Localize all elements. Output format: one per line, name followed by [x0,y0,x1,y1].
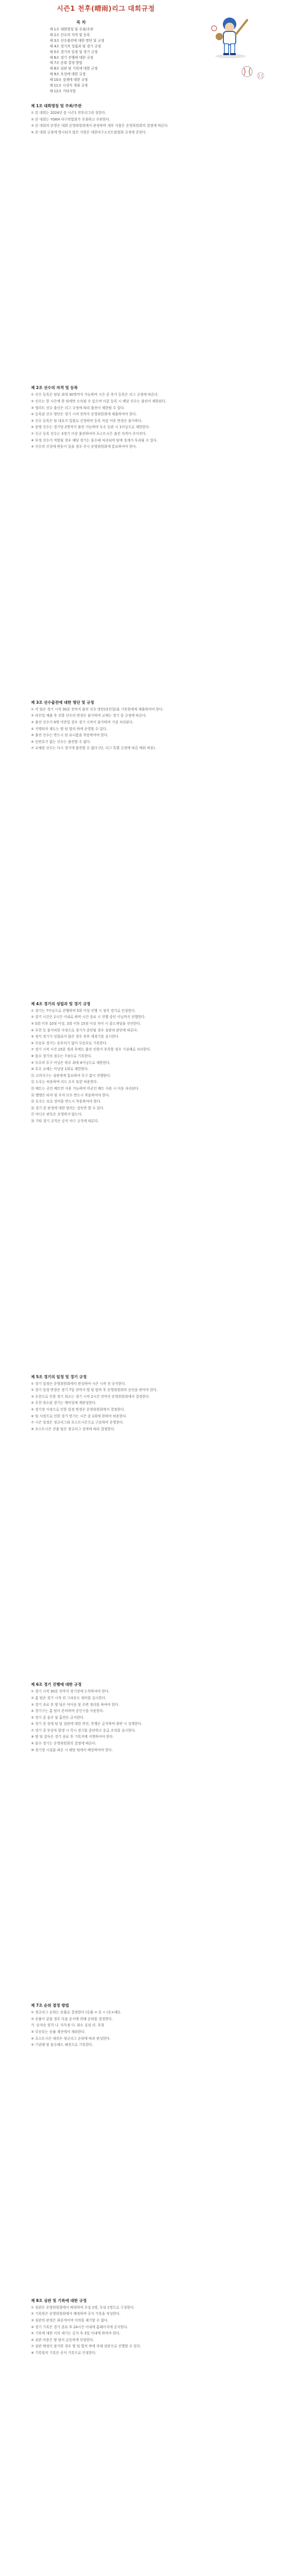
regulation-line: ⑱ 기타 경기 규칙은 공식 야구 규칙에 따른다. [31,1118,99,1123]
regulation-line: ⑤ 출전 선수는 반드시 팀 유니폼을 착용하여야 한다. [31,733,109,738]
regulation-line: ① 각 팀은 경기 시작 30분 전까지 출전 선수 명단(라인업)을 기록원에게 제출하여야 한다. [31,707,164,711]
baseball-player-illustration [204,13,253,59]
regulation-line: ⑦ 시즌 일정은 정규리그와 포스트시즌으로 구분하여 운영한다. [31,1420,124,1425]
title-prefix: 시즌1 [57,5,75,13]
regulation-line: ① 선수 등록은 팀당 최대 30명까지 가능하며 시즌 중 추가 등록은 리그 규정에 따른다. [31,393,159,397]
regulation-line: ⑧ 기록원의 기록은 공식 기록으로 인정한다. [31,2350,96,2355]
regulation-section [31,385,261,449]
regulation-section [31,700,261,751]
regulation-line: ① 경기 시작 30분 전까지 경기장에 도착하여야 한다. [31,1689,110,1694]
toc-item: 제 1조 대회명칭 및 주최/주관 [50,27,93,31]
regulation-line: ② 선수는 한 시즌에 한 팀에만 소속될 수 있으며 이중 등록 시 해당 선수는 출전이 제한된다. [31,399,167,403]
regulation-line: ④ 지명타자 제도는 양 팀 합의 하에 운영할 수 있다. [31,726,107,731]
section-heading: 제 2조 선수의 자격 및 등록 [31,385,78,391]
regulation-section [31,103,261,135]
regulation-line: ② 본 대회는 YGKH 야구연합회가 주최하고 주관한다. [31,117,110,122]
regulation-line: ① 본 대회는 2024년 봄 시즌1 천후리그라 칭한다. [31,111,106,115]
regulation-line: ③ 경기 종료 후 양 팀은 덕아웃 및 주변 정리를 하여야 한다. [31,1702,120,1707]
regulation-line: ⑤ 기권패 및 몰수패도 패전으로 기록한다. [31,2043,93,2047]
toc-item: 제 2조 선수의 자격 및 등록 [50,32,90,37]
regulation-line: ⑧ 몰수 경기의 점수는 7:0으로 기록한다. [31,1054,92,1059]
regulation-line: ④ 경기구는 홈 팀이 준비하며 공인구를 사용한다. [31,1709,104,1714]
regulation-line: ⑩ 경기장 시설물 파손 시 해당 팀에서 배상하여야 한다. [31,1748,113,1752]
regulation-line: ⑪ 고의사구는 심판에게 통보하여 투구 없이 진행한다. [31,1073,111,1078]
regulation-line: ⑰ 비디오 판독은 운영하지 않는다. [31,1112,83,1117]
regulation-line: ⑫ 도루는 허용하며 리드 오프 또한 허용한다. [31,1080,98,1084]
regulation-section [31,1682,261,1753]
toc-item: 제 11조 시상식 개최 규정 [50,83,88,88]
regulation-section [31,1374,261,1432]
toc-item: 제 8조 심판 및 기록에 대한 규정 [50,66,98,71]
regulation-line: ② 승률이 같을 경우 다음 순서에 의해 순위를 결정한다. [31,2016,113,2021]
regulation-line: ⑥ 등번호가 없는 선수는 출전할 수 없다. [31,739,91,744]
baseball-icon [241,66,253,77]
section-heading: 제 4조 경기의 성립과 및 경기 규정 [31,1001,91,1006]
toc-item: 제 12조 기타사항 [50,89,76,93]
regulation-line: ⑨ 선수의 신상에 변동이 있을 경우 즉시 운영위원회에 통보하여야 한다. [31,445,137,449]
regulation-line: ④ 포스트시즌 대진은 정규리그 순위에 따라 편성한다. [31,2036,111,2041]
regulation-line: ② 기록원은 운영위원회에서 배정하며 공식 기록을 작성한다. [31,2312,121,2316]
regulation-line: ⑮ 포수는 보호 장비를 반드시 착용하여야 한다. [31,1099,101,1104]
regulation-line: ① 경기 일정은 운영위원회에서 편성하여 시즌 시작 전 공지한다. [31,1381,126,1386]
section-heading: 제 1조 대회명칭 및 주최/주관 [31,104,82,108]
regulation-line: ③ 본 대회의 운영은 대회 운영위원회에서 관장하며 세부 사항은 운영위원회의 결정에 따른다. [31,124,169,128]
section-heading: 제 8조 심판 및 기록에 대한 규정 [31,2298,87,2303]
regulation-section [31,2003,261,2048]
regulation-line: ⑨ 몰수 경기는 운영위원회의 결정에 따른다. [31,1741,96,1746]
regulation-line: ⑦ 경기 시작 시간 15분 경과 후에도 출전 인원이 부족할 경우 기권패로 처리한다. [31,1047,151,1052]
regulation-line: ④ 등록된 선수 명단은 경기 시작 전까지 운영위원회에 제출하여야 한다. [31,412,137,417]
toc-item: 제 7조 순위 결정 방법 [50,61,83,65]
section-heading: 제 6조 경기 진행에 대한 규정 [31,1682,82,1687]
regulation-line: ⑦ 심판 배정이 불가한 경우 양 팀 합의 하에 자체 심판으로 진행할 수 있다. [31,2344,141,2349]
toc-item: 제 3조 선수출전에 대한 명단 및 규정 [50,38,104,43]
regulation-line: ② 홈 팀은 경기 시작 전 그라운드 정비를 실시한다. [31,1696,106,1700]
regulation-line: ⑩ 투수 교체는 이닝당 1회로 제한한다. [31,1067,89,1072]
section-heading: 제 3조 선수출전에 대한 명단 및 규정 [31,700,94,705]
regulation-line: ⑧ 포스트시즌 진출 팀은 정규리그 성적에 따라 결정한다. [31,1427,115,1431]
title-main: 천후(晴雨)리그 대회규정 [77,5,155,13]
regulation-line: ③ 무승부는 승률 계산에서 제외한다. [31,2030,86,2035]
regulation-line: ⑭ 헬멧은 타자 및 주자 모두 반드시 착용하여야 한다. [31,1093,110,1097]
regulation-line: ⑦ 신규 등록 선수는 3경기 이상 출전하여야 포스트시즌 출전 자격이 주어진다. [31,431,147,436]
regulation-line: ⑥ 용병 선수는 경기당 2명까지 출전 가능하며 투수 등판 시 1이닝으로 제한한다. [31,425,150,430]
baseball-icon [257,72,264,79]
regulation-line: ③ 5회 이후 10점 이상, 3회 이후 15점 이상 차이 시 콜드게임을 선언한다. [31,1022,141,1026]
regulation-line: ② 경기 일정 변경은 경기 7일 전까지 양 팀 합의 후 운영위원회의 승인을 받아야 한다. [31,1388,158,1393]
toc-item: 제 6조 경기 진행에 대한 규정 [50,55,93,60]
regulation-line: ⑧ 부정 선수가 적발될 경우 해당 경기는 몰수패 처리되며 팀에 징계가 부과될 수 있다. [31,438,158,443]
regulation-line: ⑨ 투수의 투구 이닝은 하루 최대 4이닝으로 제한한다. [31,1060,111,1065]
regulation-line: 가. 승자승 원칙 나. 다득점 다. 최소 실점 라. 추첨 [31,2023,104,2028]
regulation-line: ⑥ 무승부 경기는 승부치기 없이 무승부로 기록한다. [31,1041,107,1045]
regulation-line: ④ 우천 취소된 경기는 예비일에 재편성한다. [31,1401,96,1405]
regulation-line: ③ 우천으로 인한 경기 취소는 경기 시작 2시간 전까지 운영위원회에서 결정한다. [31,1394,150,1399]
regulation-line: ② 라인업 제출 후 선발 선수의 변경은 불가하며 교체는 경기 중 규정에 따른다. [31,714,147,718]
regulation-line: ⑬ 배트는 공인 배트만 사용 가능하며 비공인 배트 사용 시 아웃 처리된다. [31,1087,140,1091]
regulation-line: ① 정규리그 순위는 승률로 결정한다 (승률 = 승 ÷ (승+패)). [31,2010,121,2015]
regulation-line: ⑤ 경기 중 음주 및 흡연은 금지한다. [31,1715,85,1720]
regulation-line: ③ 엘리트 선수 출신은 리그 규정에 따라 출전이 제한될 수 있다. [31,405,125,410]
regulation-line: ⑥ 팀 사정으로 인한 경기 연기는 시즌 중 1회에 한하여 허용한다. [31,1414,127,1418]
regulation-line: ④ 본 대회 규정에 명시되지 않은 사항은 대한야구소프트볼협회 규정에 준한다. [31,130,147,134]
table-of-contents [50,27,194,94]
regulation-body [31,103,261,2576]
section-heading: 제 5조 경기의 일정 및 경기 규정 [31,1374,87,1379]
toc-heading: 목 차 [76,20,86,25]
regulation-line: ⑥ 경기 중 상대 팀 및 심판에 대한 폭언, 폭행은 금지하며 위반 시 징계한다. [31,1722,142,1726]
regulation-line: ③ 심판의 판정은 최종적이며 이의를 제기할 수 없다. [31,2318,109,2323]
toc-item: 제 9조 포상에 대한 규정 [50,72,86,77]
regulation-line: ② 경기 시간은 2시간 이내로 하며 시간 종료 시 진행 중인 이닝까지 진행한다. [31,1015,146,1020]
regulation-line: ⑤ 정식 경기가 성립되지 않은 경우 추후 재경기를 실시한다. [31,1035,120,1039]
regulation-line: ③ 출전 선수가 9명 미만일 경우 경기 시작이 불가하며 기권 처리된다. [31,720,134,724]
regulation-line: ④ 우천 등 불가피한 사정으로 경기가 중단될 경우 심판의 판단에 따른다. [31,1028,138,1032]
regulation-section [31,1001,261,1124]
regulation-line: ① 심판은 운영위원회에서 배정하며 주심 1명, 루심 1명으로 구성한다. [31,2305,135,2310]
regulation-line: ① 경기는 7이닝으로 진행하며 5회 이상 진행 시 정식 경기로 인정한다. [31,1008,136,1013]
regulation-line: ⑤ 기록에 대한 이의 제기는 공지 후 3일 이내에 하여야 한다. [31,2331,121,2336]
toc-item: 제 5조 경기의 일정 및 경기 규정 [50,49,98,54]
regulation-line: ⑯ 경기 중 판정에 대한 항의는 감독만 할 수 있다. [31,1106,105,1110]
regulation-section [31,2298,261,2356]
toc-item: 제 10조 징계에 대한 규정 [50,78,88,82]
page-title [57,3,155,13]
regulation-line: ⑤ 경기장 사정으로 인한 일정 변경은 운영위원회에서 결정한다. [31,1407,125,1412]
regulation-line: ⑥ 심판 비용은 양 팀이 균등하게 부담한다. [31,2337,94,2342]
section-heading: 제 7조 순위 결정 방법 [31,2003,69,2008]
toc-item: 제 4조 경기의 성립과 및 경기 규정 [50,44,101,48]
regulation-line: ⑧ 양 팀 감독은 경기 종료 후 기록지에 서명하여야 한다. [31,1735,114,1739]
regulation-line: ④ 경기 기록은 경기 종료 후 24시간 이내에 홈페이지에 공지한다. [31,2325,128,2329]
regulation-line: ⑦ 교체된 선수는 다시 경기에 출전할 수 없다 (단, 리그 특별 규정에 따른 예외 허용). [31,746,156,751]
regulation-line: ⑤ 선수 등록은 팀 대표가 일괄로 신청하며 등록 마감 이후 변경은 불가하다. [31,418,142,423]
regulation-line: ⑦ 경기 중 부상자 발생 시 즉시 경기를 중단하고 응급 조치를 실시한다. [31,1728,136,1733]
